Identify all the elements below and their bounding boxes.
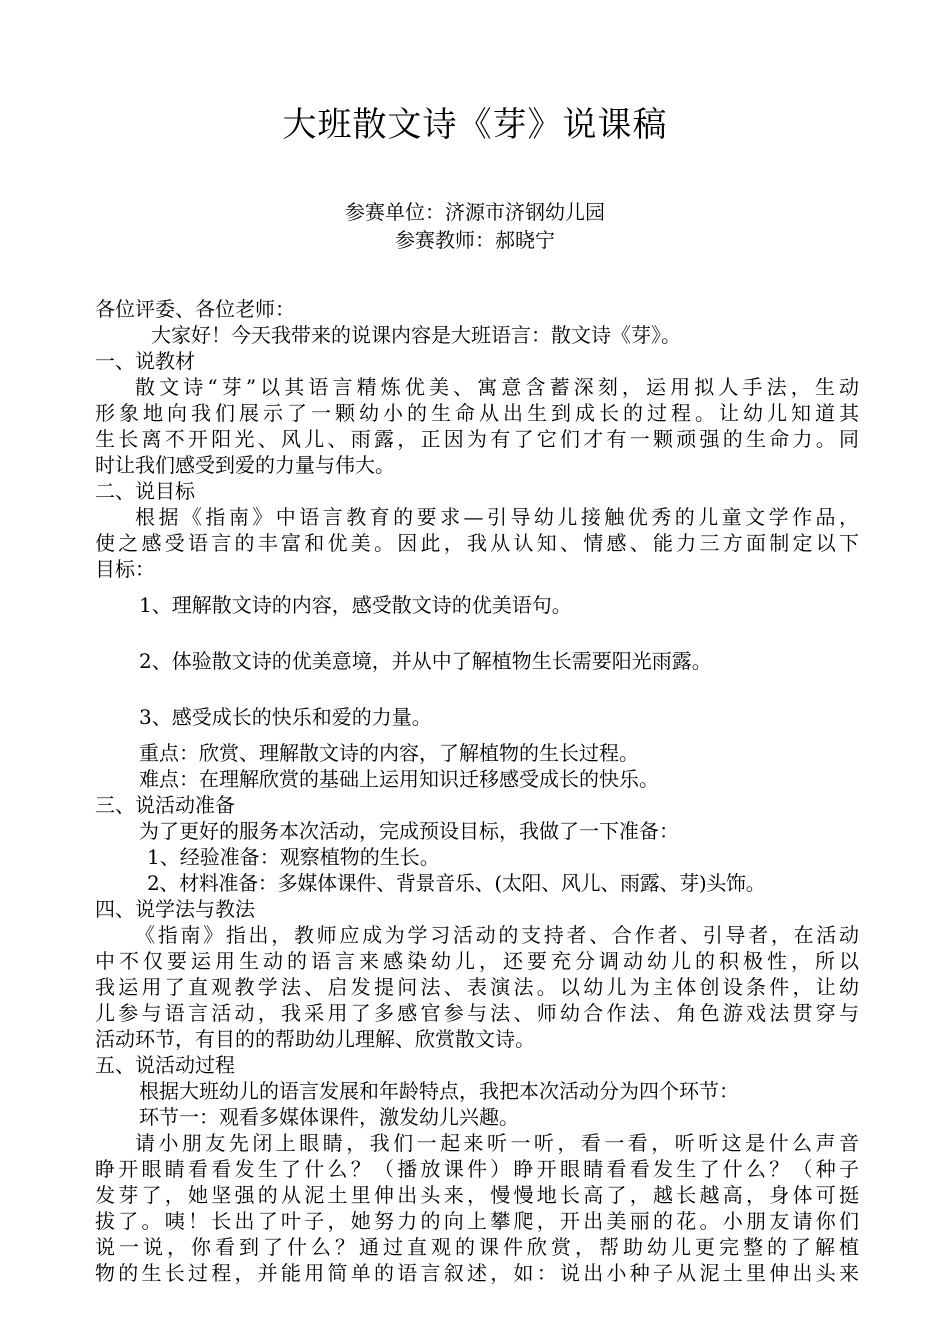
section-5-line: 说一说，你看到了什么？通过直观的课件欣赏，帮助幼儿更完整的了解植 — [95, 1235, 859, 1259]
section-1-line: 生长离不开阳光、风儿、雨露，正因为有了它们才有一颗顽强的生命力。同 — [95, 427, 859, 451]
preparation-item: 2、材料准备：多媒体课件、背景音乐、(太阳、风儿、雨露、芽)头饰。 — [147, 871, 766, 895]
participant-unit: 参赛单位：济源市济钢幼儿园 — [345, 200, 605, 224]
section-2-line: 目标： — [95, 557, 155, 581]
section-5-line: 物的生长过程，并能用简单的语言叙述，如：说出小种子从泥土里伸出头来 — [95, 1261, 859, 1285]
document-body — [95, 296, 859, 1286]
section-5-lead: 根据大班幼儿的语言发展和年龄特点，我把本次活动分为四个环节： — [139, 1079, 739, 1103]
section-4-line: 中不仅要运用生动的语言来感染幼儿，还要充分调动幼儿的积极性，所以 — [95, 949, 859, 973]
section-5-line: 发芽了，她坚强的从泥土里伸出头来，慢慢地长高了，越长越高，身体可挺 — [95, 1183, 859, 1207]
greeting: 各位评委、各位老师： — [95, 297, 295, 321]
step-1-heading: 环节一：观看多媒体课件，激发幼儿兴趣。 — [139, 1105, 519, 1129]
section-1-line: 形象地向我们展示了一颗幼小的生命从出生到成长的过程。让幼儿知道其 — [95, 401, 859, 425]
section-2-heading: 二、说目标 — [95, 479, 195, 503]
difficult-point: 难点：在理解欣赏的基础上运用知识迁移感受成长的快乐。 — [139, 767, 659, 791]
key-point: 重点：欣赏、理解散文诗的内容，了解植物的生长过程。 — [139, 741, 639, 765]
document-title: 大班散文诗《芽》说课稿 — [282, 105, 668, 145]
section-1-line: 散文诗“芽”以其语言精炼优美、寓意含蓄深刻，运用拟人手法，生动 — [135, 375, 859, 399]
section-3-lead: 为了更好的服务本次活动，完成预设目标，我做了一下准备： — [139, 819, 679, 843]
section-5-line: 睁开眼睛看看发生了什么？（播放课件）睁开眼睛看看发生了什么？（种子 — [95, 1157, 859, 1181]
section-4-heading: 四、说学法与教法 — [95, 897, 255, 921]
intro-paragraph: 大家好！今天我带来的说课内容是大班语言：散文诗《芽》。 — [151, 323, 681, 347]
section-4-line: 儿参与语言活动，我采用了多感官参与法、师幼合作法、角色游戏法贯穿与 — [95, 1001, 859, 1025]
preparation-item: 1、经验准备：观察植物的生长。 — [147, 845, 440, 869]
section-1-heading: 一、说教材 — [95, 349, 195, 373]
goal-item: 2、体验散文诗的优美意境，并从中了解植物生长需要阳光雨露。 — [139, 649, 712, 673]
section-5-line: 拔了。咦！长出了叶子，她努力的向上攀爬，开出美丽的花。小朋友请你们 — [95, 1209, 859, 1233]
section-5-heading: 五、说活动过程 — [95, 1053, 235, 1077]
participant-teacher: 参赛教师：郝晓宁 — [395, 228, 555, 252]
section-4-line: 我运用了直观教学法、启发提问法、表演法。以幼儿为主体创设条件，让幼 — [95, 975, 859, 999]
section-2-line: 根据《指南》中语言教育的要求—引导幼儿接触优秀的儿童文学作品， — [135, 505, 859, 529]
goal-item: 1、理解散文诗的内容，感受散文诗的优美语句。 — [139, 593, 572, 617]
section-4-line: 《指南》指出，教师应成为学习活动的支持者、合作者、引导者，在活动 — [135, 923, 859, 947]
section-2-line: 使之感受语言的丰富和优美。因此，我从认知、情感、能力三方面制定以下 — [95, 531, 859, 555]
section-5-line: 请小朋友先闭上眼睛，我们一起来听一听，看一看，听听这是什么声音 — [135, 1131, 859, 1155]
section-1-line: 时让我们感受到爱的力量与伟大。 — [95, 453, 395, 477]
section-3-heading: 三、说活动准备 — [95, 793, 235, 817]
goal-item: 3、感受成长的快乐和爱的力量。 — [139, 705, 432, 729]
section-4-line: 活动环节，有目的的帮助幼儿理解、欣赏散文诗。 — [95, 1027, 535, 1051]
